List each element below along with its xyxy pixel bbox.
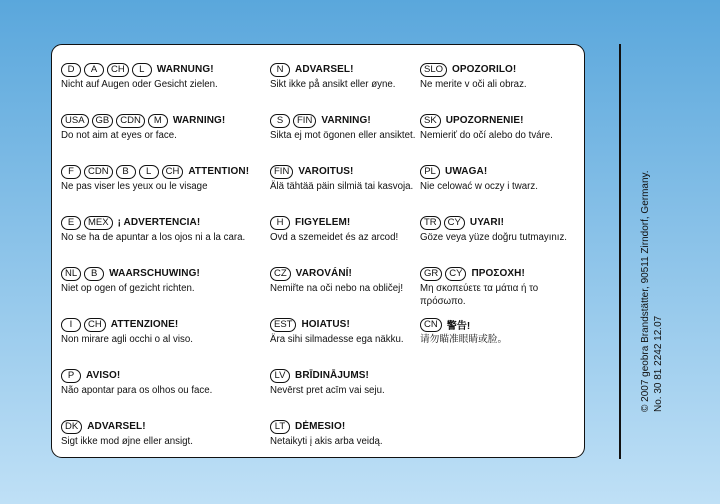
warning-message: Sikta ej mot ögonen eller ansiktet. [270, 130, 416, 141]
country-code-badge: TR [420, 216, 441, 230]
country-code-badge: LT [270, 420, 290, 434]
warning-message: Ovd a szemeidet és az arcod! [270, 232, 399, 243]
warning-entry [270, 368, 418, 398]
country-code-badge: L [132, 63, 152, 77]
warning-message: Netaikyti į akis arba veidą. [270, 436, 383, 447]
country-code-badge: H [270, 216, 290, 230]
warning-entry [61, 317, 266, 347]
warning-title: AVISO! [86, 370, 121, 381]
warning-entry [420, 113, 584, 143]
warning-title: HOIATUS! [301, 319, 350, 330]
warning-message: Nemieriť do očí alebo do tváre. [420, 130, 553, 141]
warning-heading [420, 266, 584, 281]
article-number-line: No. 30 81 2242 12.07 [653, 315, 664, 412]
country-code-badge: M [148, 114, 168, 128]
warning-heading [270, 266, 418, 281]
warning-message: Μη σκοπεύετε τα μάτια ή το πρόσωπο. [420, 283, 539, 307]
country-code-badge: CZ [270, 267, 291, 281]
warning-entry [61, 113, 266, 143]
warning-title: UYARI! [469, 217, 505, 228]
warning-message: Ne pas viser les yeux ou le visage [61, 181, 208, 192]
country-code-badge: S [270, 114, 290, 128]
warning-title: WARNING! [172, 115, 226, 126]
warning-entry [61, 266, 266, 296]
warning-heading [420, 164, 584, 179]
warning-message: Ära sihi silmadesse ega näkku. [270, 334, 404, 345]
warning-message: Nicht auf Augen oder Gesicht zielen. [61, 79, 218, 90]
warning-message: Göze veya yüze doğru tutmayınız. [420, 232, 568, 243]
warning-title: 警告! [446, 321, 471, 332]
warning-heading [270, 419, 418, 434]
warning-heading [270, 164, 418, 179]
warning-message: Não apontar para os olhos ou face. [61, 385, 213, 396]
warning-heading [61, 62, 266, 77]
warning-title: ADVARSEL! [295, 64, 354, 75]
warning-entry [420, 317, 584, 347]
warning-title: VAROITUS! [298, 166, 354, 177]
warning-title: ADVARSEL! [87, 421, 146, 432]
warning-title: FIGYELEM! [295, 217, 351, 228]
country-code-badge: F [61, 165, 81, 179]
warning-heading [420, 62, 584, 77]
warning-entry [61, 419, 266, 449]
country-code-badge: D [61, 63, 81, 77]
warning-heading [61, 317, 266, 332]
copyright-line: © 2007 geobra Brandstätter, 90511 Zirndorf, Germany. [640, 170, 651, 412]
country-code-badge: FIN [293, 114, 316, 128]
warning-entry [420, 266, 584, 308]
country-code-badge: EST [270, 318, 296, 332]
warning-title: ATTENZIONE! [110, 319, 179, 330]
warning-entry [270, 266, 418, 296]
warning-message: Niet op ogen of gezicht richten. [61, 283, 195, 294]
warning-heading [61, 266, 266, 281]
warning-title: BRĪDINĀJUMS! [295, 370, 369, 381]
country-code-badge: NL [61, 267, 81, 281]
warning-heading [420, 215, 584, 230]
warning-heading [61, 164, 266, 179]
warning-heading [61, 215, 266, 230]
warning-entry [420, 62, 584, 92]
warning-message: 请勿瞄准眼睛或脸。 [420, 334, 508, 345]
warning-entry [61, 164, 266, 194]
country-code-badge: CH [107, 63, 129, 77]
country-code-badge: GR [420, 267, 442, 281]
warning-message: No se ha de apuntar a los ojos ni a la cara. [61, 232, 246, 243]
warning-entry [270, 113, 418, 143]
country-code-badge: N [270, 63, 290, 77]
country-code-badge: L [139, 165, 159, 179]
country-code-badge: FIN [270, 165, 293, 179]
warning-heading [270, 215, 418, 230]
country-code-badge: SK [420, 114, 441, 128]
warning-heading [420, 113, 584, 128]
country-code-badge: USA [61, 114, 89, 128]
warning-entry [420, 164, 584, 194]
warning-title: UPOZORNENIE! [445, 115, 524, 126]
warning-message: Nemiřte na oči nebo na obličej! [270, 283, 404, 294]
country-code-badge: CY [445, 267, 466, 281]
country-code-badge: B [116, 165, 136, 179]
warning-entry [420, 215, 584, 245]
country-code-badge: CDN [116, 114, 145, 128]
country-code-badge: LV [270, 369, 290, 383]
warning-heading [270, 317, 418, 332]
warning-entry [270, 164, 418, 194]
warning-heading [270, 113, 418, 128]
warning-entry [61, 62, 266, 92]
warning-message: Sigt ikke mod øjne eller ansigt. [61, 436, 193, 447]
country-code-badge: CY [444, 216, 465, 230]
warning-entry [270, 62, 418, 92]
copyright-notice [639, 92, 665, 412]
warning-title: ATTENTION! [188, 166, 250, 177]
warning-card [51, 44, 585, 458]
warning-message: Sikt ikke på ansikt eller øyne. [270, 79, 396, 90]
warning-heading [61, 419, 266, 434]
warning-message: Älä tähtää päin silmiä tai kasvoja. [270, 181, 414, 192]
country-code-badge: B [84, 267, 104, 281]
warning-title: ΠΡΟΣΟΧΗ! [471, 268, 525, 279]
warning-title: WARNUNG! [156, 64, 214, 75]
warning-message: Do not aim at eyes or face. [61, 130, 177, 141]
warning-title: UWAGA! [445, 166, 488, 177]
warning-entry [270, 317, 418, 347]
warning-heading [270, 62, 418, 77]
country-code-badge: E [61, 216, 81, 230]
country-code-badge: P [61, 369, 81, 383]
warning-title: WAARSCHUWING! [109, 268, 200, 279]
country-code-badge: SLO [420, 63, 447, 77]
warning-heading [61, 368, 266, 383]
warning-title: VAROVÁNÍ! [295, 268, 352, 279]
warning-entry [270, 419, 418, 449]
country-code-badge: CDN [84, 165, 113, 179]
country-code-badge: MEX [84, 216, 113, 230]
warning-message: Non mirare agli occhi o al viso. [61, 334, 193, 345]
warning-message: Nie celować w oczy i twarz. [420, 181, 538, 192]
country-code-badge: I [61, 318, 81, 332]
warning-heading [270, 368, 418, 383]
warning-title: VARNING! [321, 115, 371, 126]
country-code-badge: CN [420, 318, 442, 332]
warning-entry [270, 215, 418, 245]
warning-heading [420, 317, 584, 332]
country-code-badge: CH [84, 318, 106, 332]
warning-heading [61, 113, 266, 128]
warning-title: OPOZORILO! [452, 64, 517, 75]
country-code-badge: A [84, 63, 104, 77]
warning-title: DĖMESIO! [295, 421, 346, 432]
country-code-badge: CH [162, 165, 184, 179]
vertical-divider [619, 44, 621, 459]
warning-message: Nevērst pret acīm vai seju. [270, 385, 385, 396]
warning-entry [61, 215, 266, 245]
country-code-badge: DK [61, 420, 82, 434]
warning-entry [61, 368, 266, 398]
warning-title: ¡ ADVERTENCIA! [117, 217, 201, 228]
country-code-badge: GB [92, 114, 114, 128]
country-code-badge: PL [420, 165, 440, 179]
warning-message: Ne merite v oči ali obraz. [420, 79, 527, 90]
